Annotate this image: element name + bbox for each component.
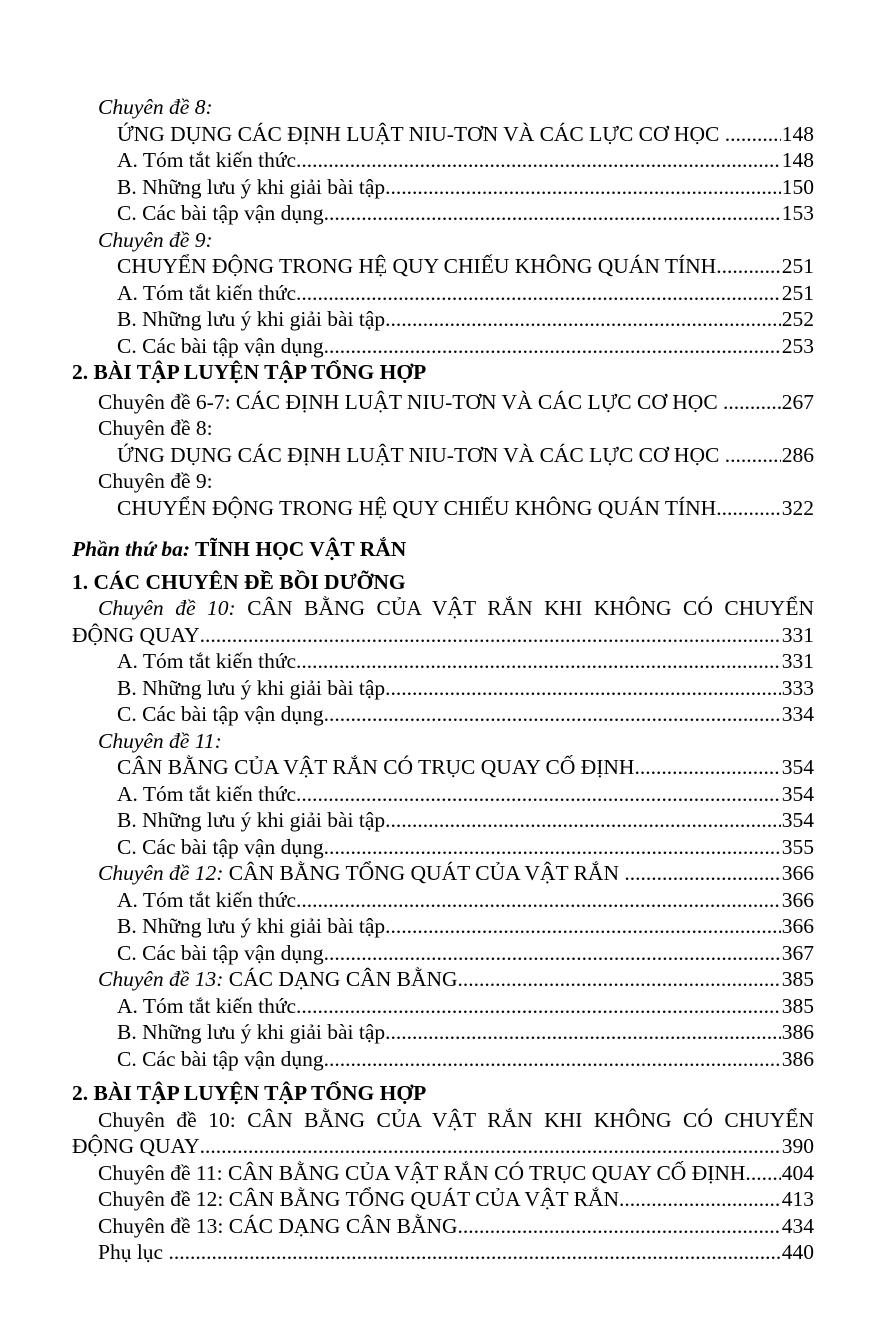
page-number: 148: [781, 121, 814, 146]
page-number: 385: [781, 993, 814, 1018]
page-number: 413: [781, 1187, 814, 1211]
entry-title: C. Các bài tập vận dụng: [117, 1046, 324, 1071]
page-number: 251: [781, 254, 814, 278]
page-number: 366: [781, 914, 814, 938]
chapter-label: Chuyên đề 13:: [98, 967, 224, 991]
toc-entry: [72, 306, 814, 333]
entry-title: Chuyên đề 10: CÂN BẰNG CỦA VẬT RẮN KHI KHÔNG CÓ CHUYỂN: [98, 1107, 814, 1132]
page-number: 253: [781, 333, 814, 358]
entry-title: CÂN BẰNG CỦA VẬT RẮN KHI KHÔNG CÓ CHUYỂN: [235, 596, 814, 620]
page-number: 385: [781, 967, 814, 991]
dot-leader: [751, 1160, 781, 1187]
chapter-label-row: [72, 728, 814, 755]
dot-leader: [716, 495, 781, 522]
toc-entry: [72, 174, 814, 201]
chapter-label-row: [72, 94, 814, 121]
dot-leader: [624, 860, 780, 887]
dot-leader: [324, 200, 781, 227]
entry-title: ĐỘNG QUAY: [72, 622, 200, 647]
dot-leader: [723, 389, 781, 416]
entry-title: A. Tóm tắt kiến thức: [117, 781, 297, 806]
dot-leader: [324, 1046, 781, 1073]
part-label: Phần thứ ba:: [72, 537, 191, 561]
page-number: 386: [781, 1020, 814, 1044]
toc-entry: [72, 966, 814, 993]
part-heading: [72, 536, 814, 563]
entry-title: CÁC DẠNG CÂN BẰNG: [223, 967, 458, 991]
toc-entry: [72, 1019, 814, 1046]
dot-leader: [324, 701, 781, 728]
page-number: 354: [781, 781, 814, 806]
toc-entry: [72, 1213, 814, 1240]
page-number: 367: [781, 940, 814, 965]
chapter-label: Chuyên đề 9:: [98, 469, 213, 493]
toc-entry: [72, 834, 814, 861]
dot-leader: [168, 1239, 780, 1266]
toc-entry: [72, 940, 814, 967]
entry-title: Chuyên đề 11: CÂN BẰNG CỦA VẬT RẮN CÓ TRỤC QUAY CỐ ĐỊNH.: [98, 1160, 751, 1185]
page-number: 153: [781, 201, 814, 225]
toc-entry: [72, 147, 814, 174]
entry-title: C. Các bài tập vận dụng: [117, 702, 324, 726]
toc-entry: [72, 200, 814, 227]
page-number: 252: [781, 307, 814, 331]
entry-title: Chuyên đề 13: CÁC DẠNG CÂN BẰNG: [98, 1213, 458, 1238]
dot-leader: [296, 280, 781, 307]
page-number: 434: [781, 1213, 814, 1238]
entry-title: A. Tóm tắt kiến thức: [117, 649, 297, 673]
chapter-label: Chuyên đề 8:: [98, 416, 213, 440]
dot-leader: [296, 887, 781, 914]
page-number: 251: [781, 280, 814, 305]
toc-entry: [72, 1107, 814, 1134]
dot-leader: [634, 754, 780, 781]
toc-entry: [72, 121, 814, 148]
dot-leader: [385, 174, 781, 201]
entry-title: B. Những lưu ý khi giải bài tập: [117, 307, 386, 331]
page-number: 390: [781, 1134, 814, 1158]
entry-title: A. Tóm tắt kiến thức: [117, 887, 297, 912]
dot-leader: [458, 1213, 781, 1240]
page-number: 150: [781, 174, 814, 199]
section-heading: 2. BÀI TẬP LUYỆN TẬP TỔNG HỢP: [72, 360, 427, 384]
page-number: 404: [781, 1160, 814, 1185]
toc-entry: [72, 701, 814, 728]
dot-leader: [385, 306, 781, 333]
page-number: 366: [781, 861, 814, 885]
page-number: 366: [781, 887, 814, 912]
entry-title: ỨNG DỤNG CÁC ĐỊNH LUẬT NIU-TƠN VÀ CÁC LỰC CƠ HỌC: [117, 442, 725, 467]
entry-title: Chuyên đề 6-7: CÁC ĐỊNH LUẬT NIU-TƠN VÀ CÁC LỰC CƠ HỌC: [98, 389, 724, 414]
page-number: 354: [781, 755, 814, 779]
chapter-label-row: [72, 227, 814, 254]
section-heading: 1. CÁC CHUYÊN ĐỀ BỒI DƯỠNG: [72, 569, 406, 594]
entry-title: ỨNG DỤNG CÁC ĐỊNH LUẬT NIU-TƠN VÀ CÁC LỰC CƠ HỌC: [117, 121, 725, 146]
toc-entry: [72, 860, 814, 887]
entry-title: CHUYỂN ĐỘNG TRONG HỆ QUY CHIẾU KHÔNG QUÁN TÍNH: [117, 495, 717, 520]
dot-leader: [619, 1186, 781, 1213]
entry-title: CHUYỂN ĐỘNG TRONG HỆ QUY CHIẾU KHÔNG QUÁN TÍNH: [117, 254, 717, 278]
dot-leader: [725, 442, 781, 469]
dot-leader: [385, 675, 781, 702]
dot-leader: [716, 253, 781, 280]
page-number: 386: [781, 1046, 814, 1071]
entry-title: A. Tóm tắt kiến thức: [117, 148, 297, 172]
toc-entry-continuation: [72, 622, 814, 649]
dot-leader: [296, 147, 781, 174]
entry-title: A. Tóm tắt kiến thức: [117, 993, 297, 1018]
toc-entry: [72, 1239, 814, 1266]
toc-entry: [72, 280, 814, 307]
page-number: 440: [781, 1240, 814, 1264]
dot-leader: [385, 913, 781, 940]
page-number: 148: [781, 148, 814, 172]
dot-leader: [296, 993, 781, 1020]
entry-title: Phụ lục: [98, 1240, 169, 1264]
dot-leader: [200, 622, 781, 649]
dot-leader: [385, 1019, 781, 1046]
toc-entry: [72, 253, 814, 280]
entry-title: A. Tóm tắt kiến thức: [117, 280, 297, 305]
entry-title: B. Những lưu ý khi giải bài tập: [117, 675, 386, 700]
page-number: 331: [781, 622, 814, 647]
entry-title: B. Những lưu ý khi giải bài tập: [117, 174, 386, 199]
dot-leader: [324, 834, 781, 861]
dot-leader: [458, 966, 781, 993]
page-number: 333: [781, 675, 814, 700]
toc-entry: [72, 993, 814, 1020]
entry-title: ĐỘNG QUAY: [72, 1134, 200, 1158]
toc-entry: [72, 1160, 814, 1187]
chapter-label-row: [72, 468, 814, 495]
dot-leader: [385, 807, 781, 834]
dot-leader: [725, 121, 781, 148]
toc-entry: [72, 675, 814, 702]
entry-title: C. Các bài tập vận dụng: [117, 940, 324, 965]
toc-entry: [72, 442, 814, 469]
chapter-label-row: [72, 415, 814, 442]
chapter-label: Chuyên đề 10:: [98, 596, 236, 620]
entry-title: B. Những lưu ý khi giải bài tập: [117, 914, 386, 938]
toc-entry: [72, 807, 814, 834]
entry-title: CÂN BẰNG CỦA VẬT RẮN CÓ TRỤC QUAY CỐ ĐỊNH: [117, 755, 635, 779]
toc-entry: [72, 887, 814, 914]
toc-entry: [72, 781, 814, 808]
entry-title: C. Các bài tập vận dụng: [117, 201, 324, 225]
toc-entry: [72, 913, 814, 940]
dot-leader: [324, 333, 781, 360]
page-number: 334: [781, 702, 814, 726]
entry-title: CÂN BẰNG TỔNG QUÁT CỦA VẬT RẮN: [223, 861, 625, 885]
page-number: 267: [781, 389, 814, 414]
page-number: 322: [781, 495, 814, 520]
chapter-label: Chuyên đề 8:: [98, 95, 213, 119]
dot-leader: [200, 1133, 781, 1160]
section-heading: 2. BÀI TẬP LUYỆN TẬP TỔNG HỢP: [72, 1081, 427, 1105]
page-number: 331: [781, 649, 814, 673]
toc-entry: [72, 389, 814, 416]
toc-entry: [72, 333, 814, 360]
entry-title: C. Các bài tập vận dụng: [117, 834, 324, 859]
entry-title: B. Những lưu ý khi giải bài tập: [117, 1020, 386, 1044]
toc-entry: [72, 754, 814, 781]
toc-entry: [72, 1186, 814, 1213]
chapter-label: Chuyên đề 11:: [98, 728, 222, 753]
toc-entry: [72, 595, 814, 622]
toc-entry: [72, 495, 814, 522]
toc-entry: [72, 1046, 814, 1073]
entry-title: C. Các bài tập vận dụng: [117, 333, 324, 358]
part-title: TĨNH HỌC VẬT RẮN: [190, 537, 407, 561]
page-number: 354: [781, 808, 814, 832]
chapter-label: Chuyên đề 12:: [98, 861, 224, 885]
dot-leader: [296, 648, 781, 675]
entry-title: Chuyên đề 12: CÂN BẰNG TỔNG QUÁT CỦA VẬT RẮN: [98, 1187, 619, 1211]
entry-title: B. Những lưu ý khi giải bài tập: [117, 808, 386, 832]
toc-entry: [72, 648, 814, 675]
page-number: 286: [781, 442, 814, 467]
chapter-label: Chuyên đề 9:: [98, 227, 213, 252]
toc-entry-continuation: [72, 1133, 814, 1160]
dot-leader: [296, 781, 781, 808]
page-number: 355: [781, 834, 814, 859]
dot-leader: [324, 940, 781, 967]
